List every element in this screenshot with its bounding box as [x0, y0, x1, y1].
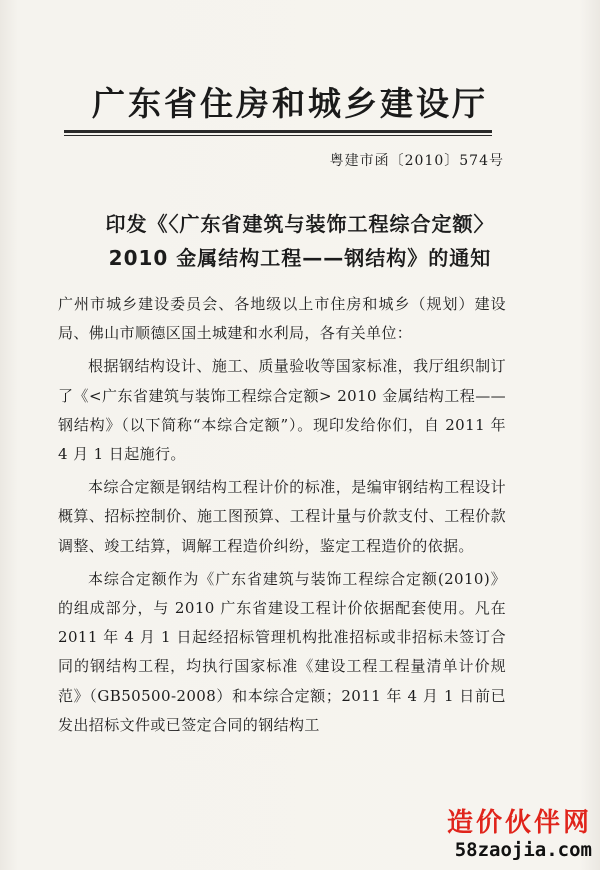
agency-title: 广东省住房和城乡建设厅: [92, 84, 488, 123]
header-rule-thick: [64, 130, 492, 133]
body-paragraph: 本综合定额作为《广东省建筑与装饰工程综合定额(2010)》的组成部分，与 2010 广东省建设工程计价依据配套使用。凡在 2011 年 4 月 1 日起经招标管理机构批准招标或非招标未签订合同的钢结构工程，均执行国家标准《建设工程工程量清单计价规范》（GB50500-2008）和本综合定额；2011 年 4 月 1 日前已发出招标文件或已签定合同的钢结构工: [58, 569, 506, 734]
body-paragraph: 本综合定额是钢结构工程计价的标准，是编审钢结构工程设计概算、招标控制价、施工图预算、工程计量与价款支付、工程价款调整、竣工结算，调解工程造价纠纷，鉴定工程造价的依据。: [58, 478, 506, 555]
notice-body: [58, 290, 506, 744]
notice-title-line-1: 印发《〈广东省建筑与装饰工程综合定额〉: [105, 212, 495, 236]
header-rule-thin: [64, 135, 492, 136]
watermark-name: 造价伙伴网: [446, 808, 592, 838]
document-number: 粤建市函〔2010〕574号: [329, 153, 504, 169]
notice-title-line-2: 2010 金属结构工程——钢结构》的通知: [108, 246, 492, 270]
watermark-url: 58zaojia.com: [454, 839, 592, 861]
site-watermark: [404, 808, 592, 866]
addressee-paragraph: 广州市城乡建设委员会、各地级以上市住房和城乡（规划）建设局、佛山市顺德区国土城建和水利局，各有关单位：: [58, 295, 506, 343]
body-paragraph: 根据钢结构设计、施工、质量验收等国家标准，我厅组织制订了《<广东省建筑与装饰工程综合定额> 2010 金属结构工程——钢结构》（以下简称“本综合定额”）。现印发给你们，自 2011 年 4 月 1 日起施行。: [58, 357, 506, 464]
